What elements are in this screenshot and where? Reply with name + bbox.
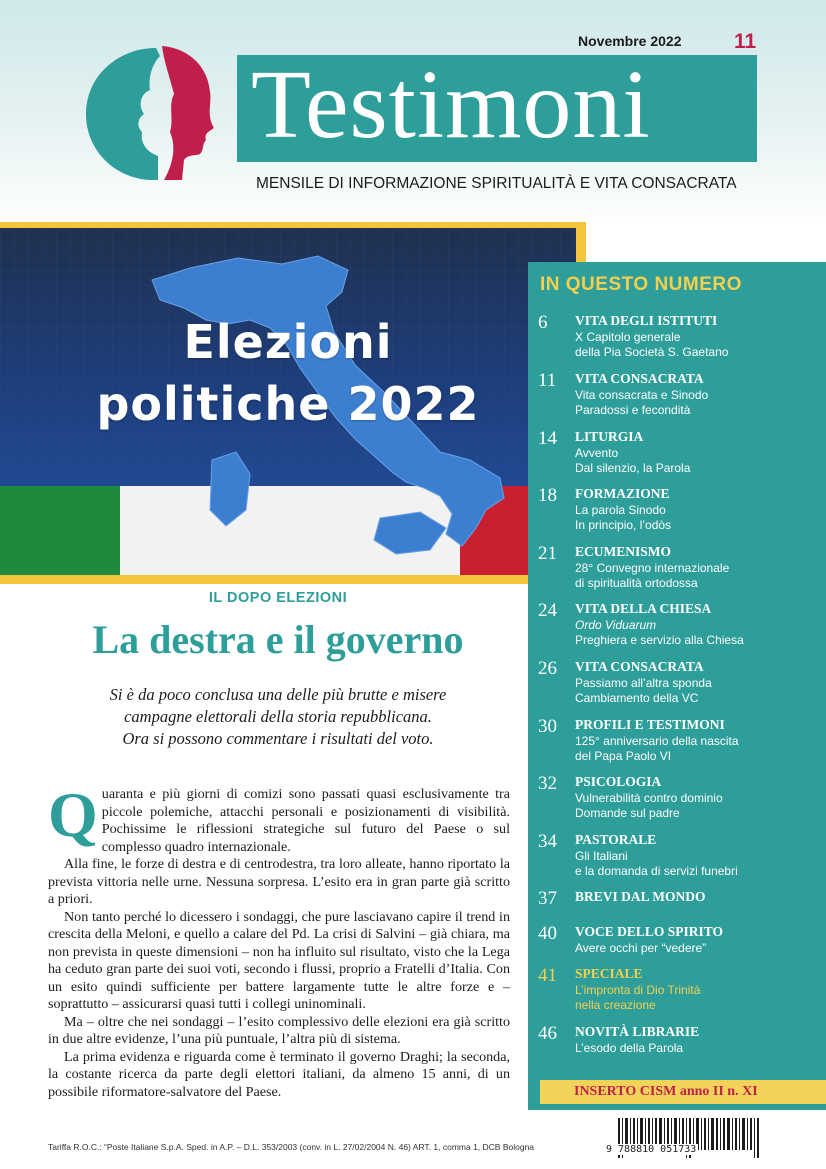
toc-page-number: 6 [538, 312, 548, 333]
toc-section: NOVITÀ LIBRARIE [575, 1024, 700, 1039]
insert-text: INSERTO CISM anno II n. XI [574, 1084, 758, 1099]
toc-line: L’esodo della Parola [575, 1041, 684, 1055]
toc-page-number: 24 [538, 600, 557, 621]
article-lead [60, 684, 496, 750]
toc-page-number: 40 [538, 923, 557, 944]
article-headline: La destra e il governo [92, 617, 464, 662]
toc-section: VITA DEGLI ISTITUTI [575, 313, 718, 328]
toc-header: IN QUESTO NUMERO [540, 274, 742, 295]
paragraph-text: uaranta e più giorni di comizi sono passati quasi esclusivamente tra piccole polemiche, attacchi personali e posizionamenti di visibilità. Pochissime le riflessioni strategiche sul futuro del Paese o sul complesso quadro internazionale. [101, 786, 510, 855]
toc-section: PROFILI E TESTIMONI [575, 717, 725, 732]
toc-line: Domande sul padre [575, 806, 680, 820]
toc-line: Ordo Viduarum [575, 618, 657, 632]
toc-page-number: 14 [538, 428, 557, 449]
issue-date: Novembre 2022 [578, 33, 682, 49]
toc-page-number: 18 [538, 485, 557, 506]
toc-page-number: 26 [538, 658, 557, 679]
toc-section: FORMAZIONE [575, 486, 670, 501]
toc-page-number: 37 [538, 888, 557, 909]
masthead [237, 51, 757, 162]
toc-section: PASTORALE [575, 832, 657, 847]
article-body [48, 779, 510, 1101]
toc-section: VOCE DELLO SPIRITO [575, 924, 724, 939]
cover-title [0, 312, 576, 435]
issue-number: 11 [734, 30, 757, 53]
toc-section: VITA DELLA CHIESA [575, 601, 712, 616]
toc-section: ECUMENISMO [575, 544, 672, 559]
toc-line: Avere occhi per “vedere” [575, 941, 707, 955]
toc-line: del Papa Paolo VI [575, 749, 672, 763]
toc-line: e la domanda di servizi funebri [575, 864, 738, 878]
toc-section: LITURGIA [575, 429, 644, 444]
toc-section: SPECIALE [575, 966, 643, 981]
toc-section: BREVI DAL MONDO [575, 889, 706, 904]
tagline: MENSILE DI INFORMAZIONE SPIRITUALITÀ E VITA CONSACRATA [256, 175, 737, 192]
dropcap: Q [48, 779, 98, 850]
toc-line: X Capitolo generale [575, 330, 681, 344]
toc-line: Preghiera e servizio alla Chiesa [575, 633, 744, 647]
lead-line: campagne elettorali della storia repubblicana. [124, 707, 432, 726]
toc-line: Paradossi e fecondità [575, 403, 691, 417]
masthead-title: Testimoni [251, 51, 651, 159]
cover-image [0, 228, 576, 575]
paragraph [48, 779, 510, 856]
toc-page-number: 32 [538, 773, 557, 794]
paragraph: Non tanto perché lo dicessero i sondaggi, che pure lasciavano capire il trend in crescita della Meloni, e quello a calare del Pd. La crisi di Salvini – già chiara, ma non prevista in queste dimensioni – non ha influito sul risultato, visto che la Lega ha ceduto gran parte dei suoi voti, secondo i flussi, proprio a Fratelli d’Italia. Con un esito quindi sufficiente per battere largamente tutte le altre forze e – soprattutto – assicurarsi quasi tutti i collegi uninominali. [48, 908, 510, 1012]
toc-line: Gli Italiani [575, 849, 628, 863]
toc-line: L’impronta di Dio Trinità [575, 983, 701, 997]
toc-sidebar [528, 262, 826, 1110]
toc-page-number: 41 [538, 965, 557, 986]
lead-line: Ora si possono commentare i risultati del voto. [122, 729, 434, 748]
toc-page-number: 30 [538, 716, 557, 737]
postal-note: Tariffa R.O.C.: “Poste Italiane S.p.A. Sped. in A.P. – D.L. 353/2003 (conv. in L. 27/02/2004 N. 46) ART. 1, comma 1, DCB Bologna [48, 1142, 535, 1152]
paragraph: La prima evidenza e riguarda come è terminato il governo Draghi; la seconda, la costante ricerca da parte degli elettori italiani, da almeno 15 anni, di un possibile riformatore-salvatore del Paese. [48, 1048, 510, 1100]
toc-section: PSICOLOGIA [575, 774, 662, 789]
toc-line: Cambiamento della VC [575, 691, 699, 705]
toc-page-number: 21 [538, 543, 557, 564]
lead-line: Si è da poco conclusa una delle più brutte e misere [109, 685, 447, 704]
paragraph: Alla fine, le forze di destra e di centrodestra, tra loro alleate, hanno riportato la prevista vittoria nelle urne. Nessuna sorpresa. L’esito era in gran parte già scritto a priori. [48, 856, 510, 907]
toc-line: Vulnerabilità contro dominio [575, 791, 723, 805]
toc-section: VITA CONSACRATA [575, 659, 704, 674]
toc-line: Dal silenzio, la Parola [575, 461, 691, 475]
toc-line: Passiamo all’altra sponda [575, 676, 712, 690]
toc-line: 125° anniversario della nascita [575, 734, 739, 748]
toc-section: VITA CONSACRATA [575, 371, 704, 386]
toc-page-number: 11 [538, 370, 557, 391]
toc-line: nella creazione [575, 998, 656, 1012]
toc-page-number: 46 [538, 1023, 557, 1044]
toc-line: 28° Convegno internazionale [575, 561, 730, 575]
profiles-logo-icon [78, 42, 228, 182]
article-kicker: IL DOPO ELEZIONI [208, 590, 348, 606]
toc-line: Avvento [575, 446, 619, 460]
toc-line: In principio, l’odòs [575, 518, 672, 532]
toc-line: della Pia Società S. Gaetano [575, 345, 729, 359]
cover-title-line1: Elezioni [183, 315, 393, 369]
paragraph: Ma – oltre che nei sondaggi – l’esito complessivo delle elezioni era già scritto in due altre evidenze, l’una più puntuale, l’altra più di sistema. [48, 1013, 510, 1047]
toc-line: di spiritualità ortodossa [575, 576, 698, 590]
cover-title-line2: politiche 2022 [96, 376, 480, 431]
toc-page-number: 34 [538, 831, 557, 852]
barcode-number: 9 788810 051733 [606, 1144, 697, 1155]
toc-line: La parola Sinodo [575, 503, 666, 517]
insert-banner [540, 1080, 826, 1104]
toc-line: Vita consacrata e Sinodo [575, 388, 709, 402]
